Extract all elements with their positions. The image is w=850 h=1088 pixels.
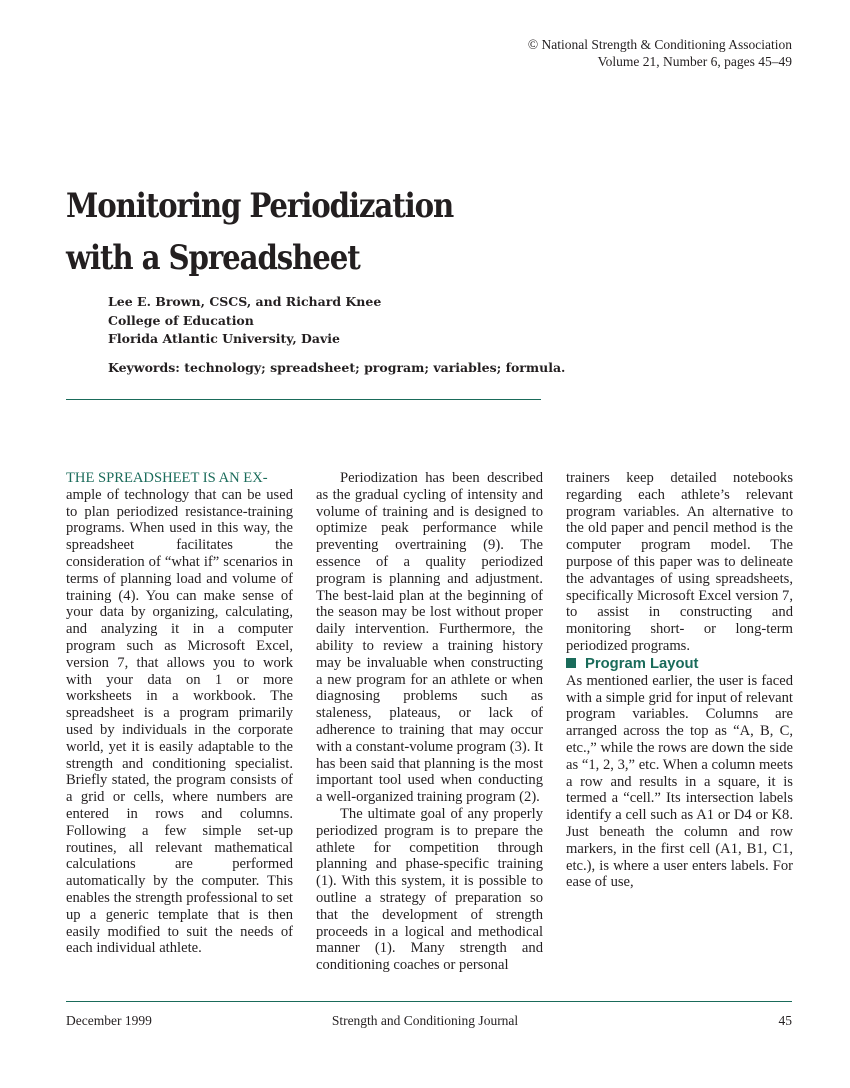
volume-line: Volume 21, Number 6, pages 45–49 bbox=[597, 54, 792, 69]
affiliation-2: Florida Atlantic University, Davie bbox=[108, 331, 340, 346]
paragraph-1-text: ample of technology that can be used to plan periodized resistance-training programs. When used in this way, the spreadsheet facilitates the consideration of “what if” scenarios in terms of planning load and volume of training (4). You can make sense of your data by organizing, calculating, and analyzing it in a computer program such as Microsoft Excel, version 7, that allows you to work with your data on 1 or more worksheets in a workbook. The spreadsheet is a program primarily used by individuals in the corporate world, yet it is easily adaptable to the strength and conditioning specialist. Briefly stated, the program consists of a grid or cells, where numbers are entered in rows and columns. Following a few simple set-up routines, all relevant mathematical calculations are performed automatically by the computer. This enables the strength professional to set up a generic template that is then easily modified to suit the needs of each individual athlete. bbox=[66, 486, 293, 957]
footer-date: December 1999 bbox=[66, 1013, 152, 1028]
paragraph-2: Periodization has been described as the gradual cycling of intensity and volume of training and is designed to optimize peak performance while preventing overtraining (9). The essence of a quality periodized program is planning and adjustment. The best-laid plan at the beginning of the season may be lost without proper daily intervention. Furthermore, the ability to review a training history may be invaluable when constructing a new program for an athlete or when diagnosing problems such as staleness, plateaus, or lack of adherence to training that may occur with a constant-volume program (3). It has been said that planning is the most important tool used when conducting a well-organized training program (2). bbox=[316, 470, 543, 806]
paragraph-1 bbox=[66, 470, 293, 957]
keywords: Keywords: technology; spreadsheet; program; variables; formula. bbox=[108, 360, 566, 375]
column-3 bbox=[566, 470, 793, 891]
lead-in: THE SPREADSHEET IS AN EX- bbox=[66, 470, 268, 486]
copyright-block bbox=[528, 36, 792, 70]
affiliation-1: College of Education bbox=[108, 312, 254, 328]
square-bullet-icon bbox=[566, 658, 576, 668]
section-heading-text: Program Layout bbox=[585, 655, 699, 672]
copyright-line: © National Strength & Conditioning Association bbox=[527, 37, 792, 52]
header-divider bbox=[66, 399, 541, 400]
title-line-1: Monitoring Periodization bbox=[66, 186, 454, 226]
author-block bbox=[108, 293, 381, 349]
column-2 bbox=[316, 470, 543, 974]
column-1 bbox=[66, 470, 293, 957]
article-title bbox=[66, 180, 453, 284]
section-heading bbox=[566, 655, 793, 673]
footer-divider bbox=[66, 1001, 792, 1002]
paragraph-3: The ultimate goal of any properly periodized program is to prepare the athlete for competition through planning and phase-specific training (1). With this system, it is possible to outline a strategy of preparation so that the development of strength proceeds in a logical and methodical manner (1). Many strength and conditioning coaches or personal bbox=[316, 805, 543, 974]
title-line-2: with a Spreadsheet bbox=[66, 238, 360, 278]
paragraph-4: As mentioned earlier, the user is faced with a simple grid for input of relevant program variables. Columns are arranged across the top as “A, B, C, etc.,” while the rows are down the side as “1, 2, 3,” etc. When a column meets a row and results in a square, it is termed a “cell.” Its intersection labels identify a cell such as A1 or D4 or K8. Just beneath the column and row markers, in the first cell (A1, B1, C1, etc.), is where a user enters labels. For ease of use, bbox=[566, 672, 793, 891]
authors: Lee E. Brown, CSCS, and Richard Knee bbox=[108, 294, 382, 309]
page-number: 45 bbox=[778, 1013, 792, 1028]
footer-journal: Strength and Conditioning Journal bbox=[331, 1013, 519, 1028]
paragraph-3-continued: trainers keep detailed notebooks regarding each athlete’s relevant program variables. An alternative to the old paper and pencil method is the computer program model. The purpose of this paper was to delineate the advantages of using spreadsheets, specifically Microsoft Excel version 7, to assist in constructing and monitoring short- or long-term periodized programs. bbox=[566, 470, 793, 654]
